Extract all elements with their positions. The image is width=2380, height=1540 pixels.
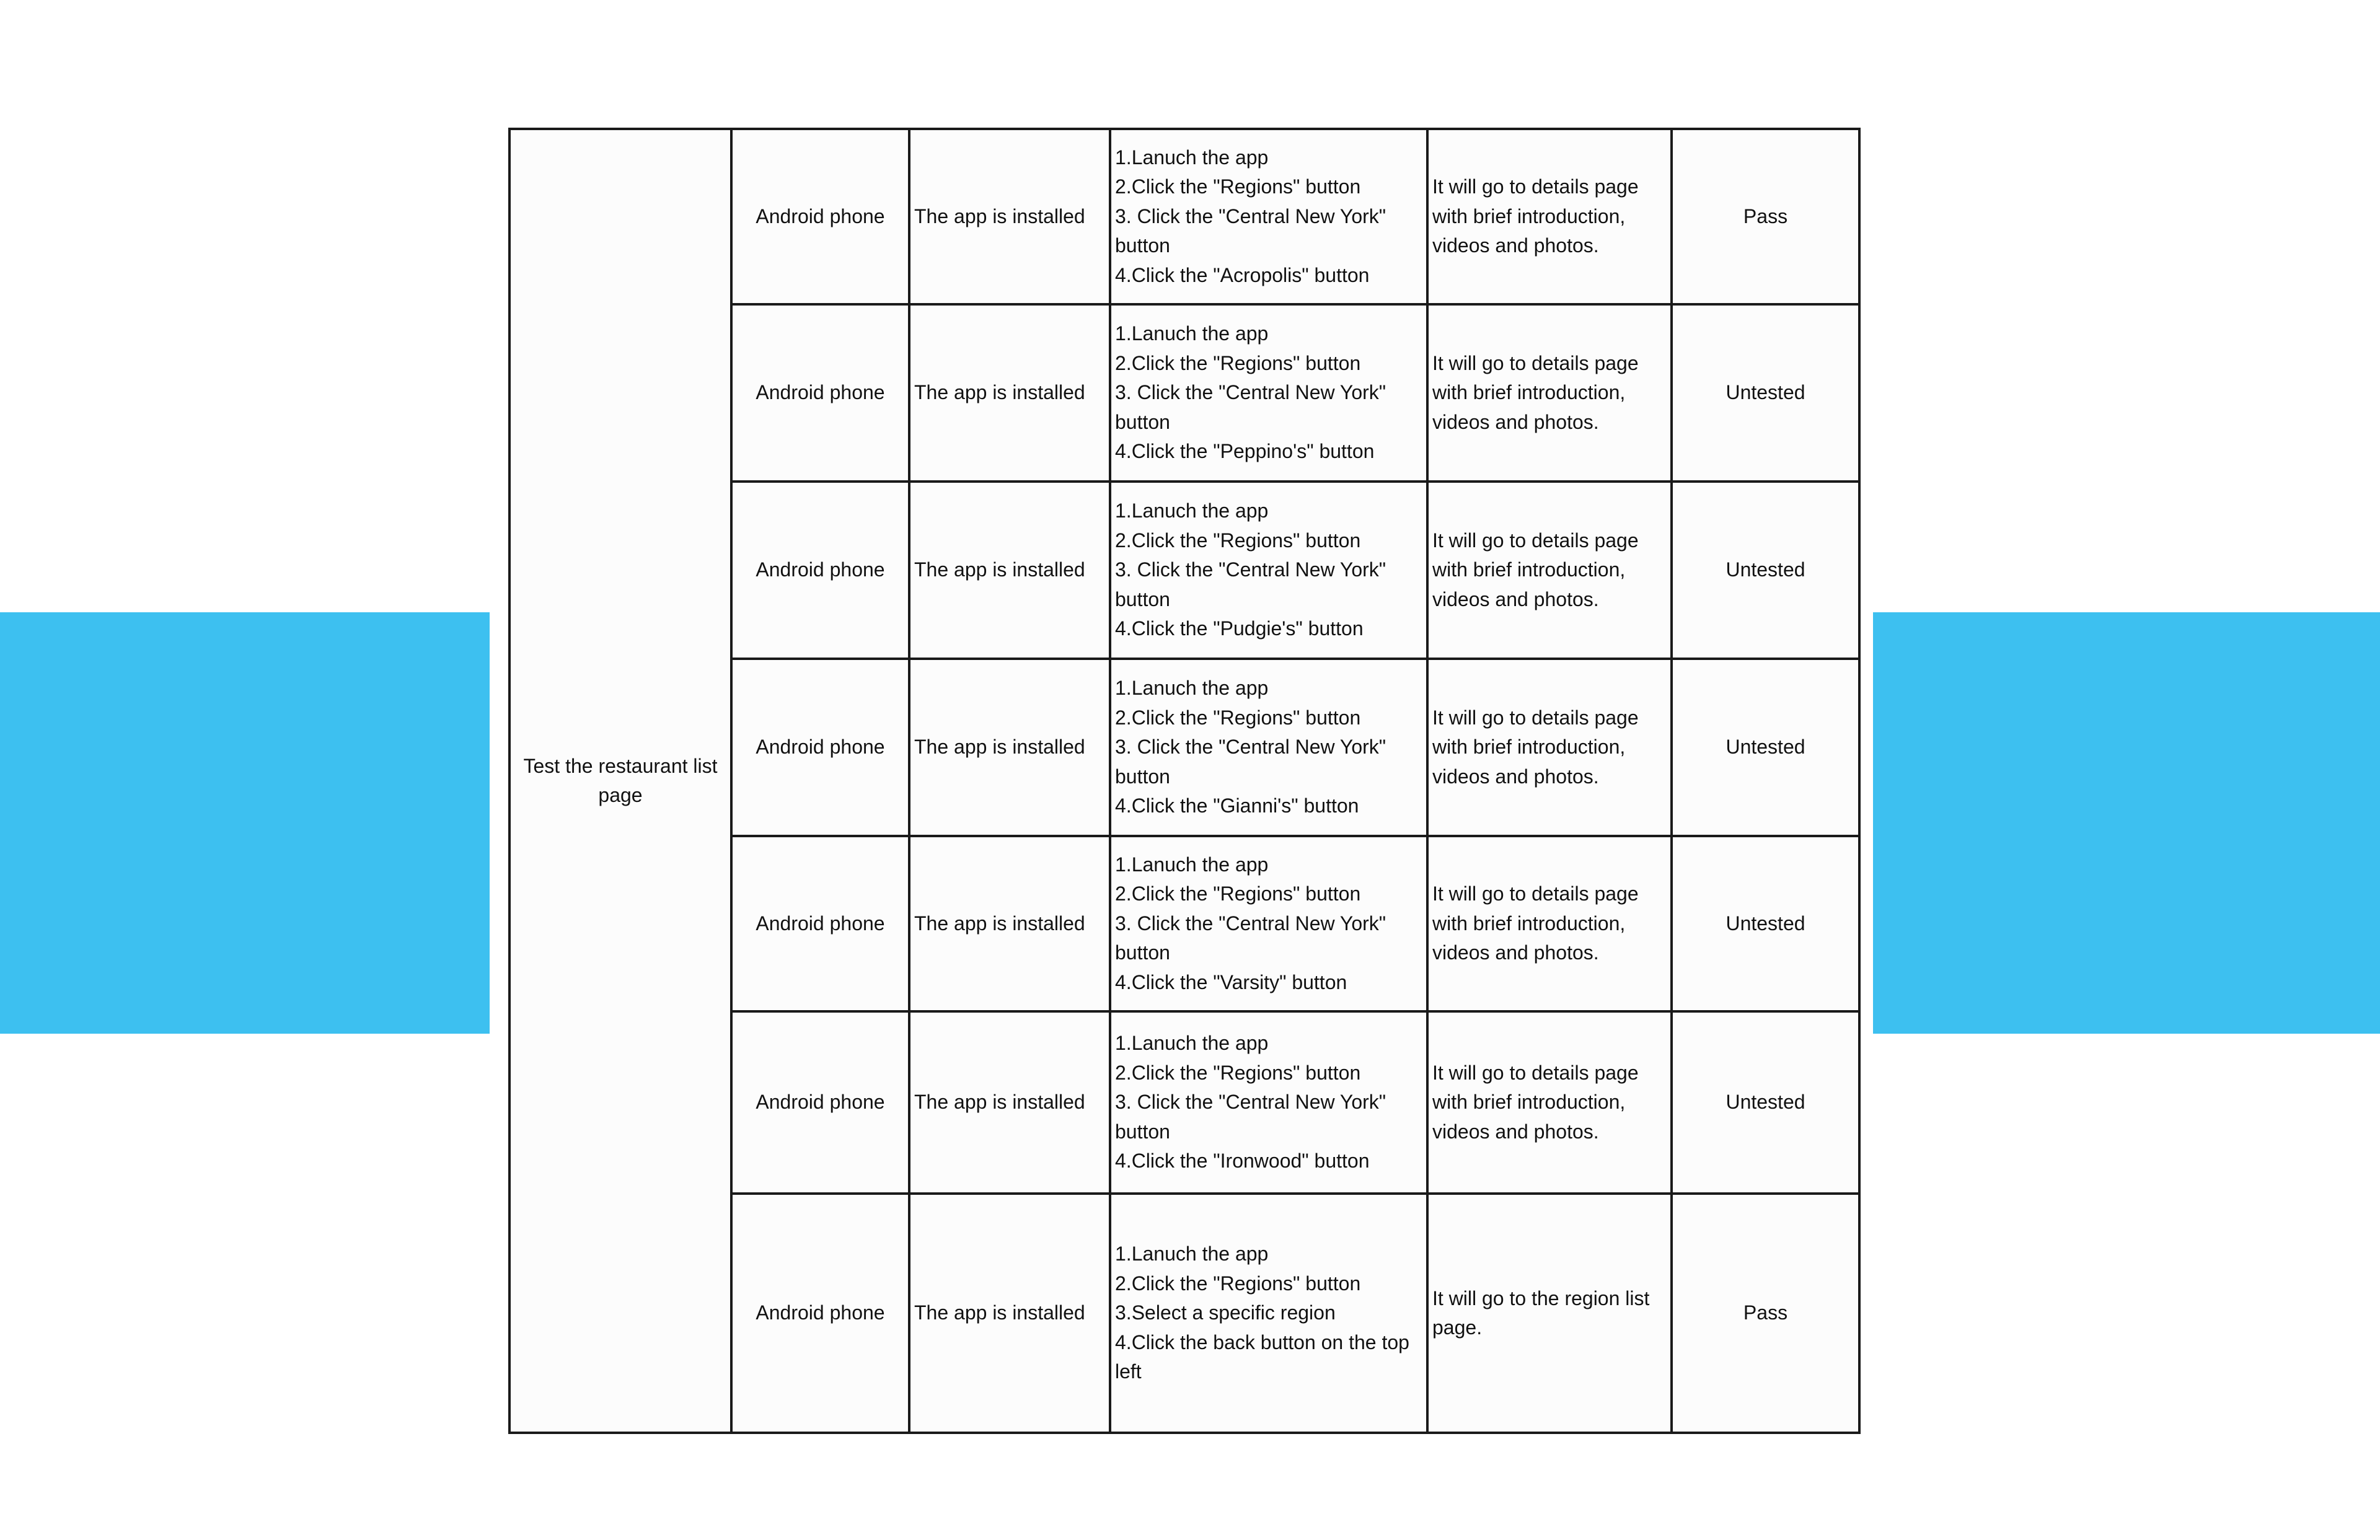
feature-cell: Test the restaurant list page — [509, 129, 731, 1433]
expected-result-cell: It will go to details page with brief introduction, videos and photos. — [1427, 836, 1672, 1011]
status-cell: Untested — [1672, 836, 1859, 1011]
left-accent-band — [0, 612, 490, 1034]
device-cell: Android phone — [731, 304, 909, 482]
device-cell: Android phone — [731, 659, 909, 836]
step-line: 4.Click the "Acropolis" button — [1115, 263, 1370, 286]
step-line: 3. Click the "Central New York" button — [1115, 205, 1386, 257]
step-line: 3. Click the "Central New York" button — [1115, 381, 1386, 433]
device-cell: Android phone — [731, 1194, 909, 1433]
precondition-cell: The app is installed — [909, 1194, 1110, 1433]
step-line: 4.Click the "Gianni's" button — [1115, 794, 1359, 817]
step-line: 4.Click the back button on the top left — [1115, 1331, 1409, 1383]
step-line: 1.Lanuch the app — [1115, 853, 1269, 876]
steps-cell — [1110, 659, 1427, 836]
step-line: 1.Lanuch the app — [1115, 1243, 1269, 1265]
step-line: 1.Lanuch the app — [1115, 677, 1269, 700]
step-line: 1.Lanuch the app — [1115, 499, 1269, 522]
device-cell: Android phone — [731, 1011, 909, 1194]
step-line: 2.Click the "Regions" button — [1115, 706, 1361, 729]
step-line: 2.Click the "Regions" button — [1115, 175, 1361, 198]
precondition-cell: The app is installed — [909, 1011, 1110, 1194]
step-line: 3. Click the "Central New York" button — [1115, 558, 1386, 610]
precondition-cell: The app is installed — [909, 304, 1110, 482]
step-line: 4.Click the "Peppino's" button — [1115, 440, 1375, 463]
step-line: 1.Lanuch the app — [1115, 1032, 1269, 1055]
device-cell: Android phone — [731, 836, 909, 1011]
precondition-cell: The app is installed — [909, 129, 1110, 304]
steps-cell — [1110, 482, 1427, 659]
step-line: 3. Click the "Central New York" button — [1115, 912, 1386, 964]
status-cell: Pass — [1672, 1194, 1859, 1433]
step-line: 3.Select a specific region — [1115, 1301, 1336, 1324]
status-cell: Pass — [1672, 129, 1859, 304]
precondition-cell: The app is installed — [909, 836, 1110, 1011]
steps-cell — [1110, 836, 1427, 1011]
precondition-cell: The app is installed — [909, 482, 1110, 659]
status-cell: Untested — [1672, 304, 1859, 482]
table-row — [509, 129, 1859, 304]
precondition-cell: The app is installed — [909, 659, 1110, 836]
step-line: 3. Click the "Central New York" button — [1115, 736, 1386, 788]
step-line: 3. Click the "Central New York" button — [1115, 1091, 1386, 1143]
step-line: 4.Click the "Pudgie's" button — [1115, 617, 1364, 640]
step-line: 2.Click the "Regions" button — [1115, 1272, 1361, 1295]
step-line: 1.Lanuch the app — [1115, 322, 1269, 345]
expected-result-cell: It will go to details page with brief introduction, videos and photos. — [1427, 304, 1672, 482]
step-line: 4.Click the "Ironwood" button — [1115, 1150, 1370, 1173]
device-cell: Android phone — [731, 129, 909, 304]
expected-result-cell: It will go to details page with brief introduction, videos and photos. — [1427, 659, 1672, 836]
expected-result-cell: It will go to details page with brief introduction, videos and photos. — [1427, 129, 1672, 304]
step-line: 4.Click the "Varsity" button — [1115, 970, 1347, 993]
right-accent-band — [1873, 612, 2380, 1034]
steps-cell — [1110, 129, 1427, 304]
expected-result-cell: It will go to details page with brief introduction, videos and photos. — [1427, 1011, 1672, 1194]
expected-result-cell: It will go to details page with brief introduction, videos and photos. — [1427, 482, 1672, 659]
step-line: 1.Lanuch the app — [1115, 146, 1269, 169]
step-line: 2.Click the "Regions" button — [1115, 1061, 1361, 1084]
status-cell: Untested — [1672, 482, 1859, 659]
device-cell: Android phone — [731, 482, 909, 659]
steps-cell — [1110, 1011, 1427, 1194]
steps-cell — [1110, 1194, 1427, 1433]
status-cell: Untested — [1672, 1011, 1859, 1194]
step-line: 2.Click the "Regions" button — [1115, 882, 1361, 905]
test-case-table — [508, 128, 1861, 1434]
status-cell: Untested — [1672, 659, 1859, 836]
steps-cell — [1110, 304, 1427, 482]
expected-result-cell: It will go to the region list page. — [1427, 1194, 1672, 1433]
step-line: 2.Click the "Regions" button — [1115, 351, 1361, 374]
step-line: 2.Click the "Regions" button — [1115, 529, 1361, 552]
